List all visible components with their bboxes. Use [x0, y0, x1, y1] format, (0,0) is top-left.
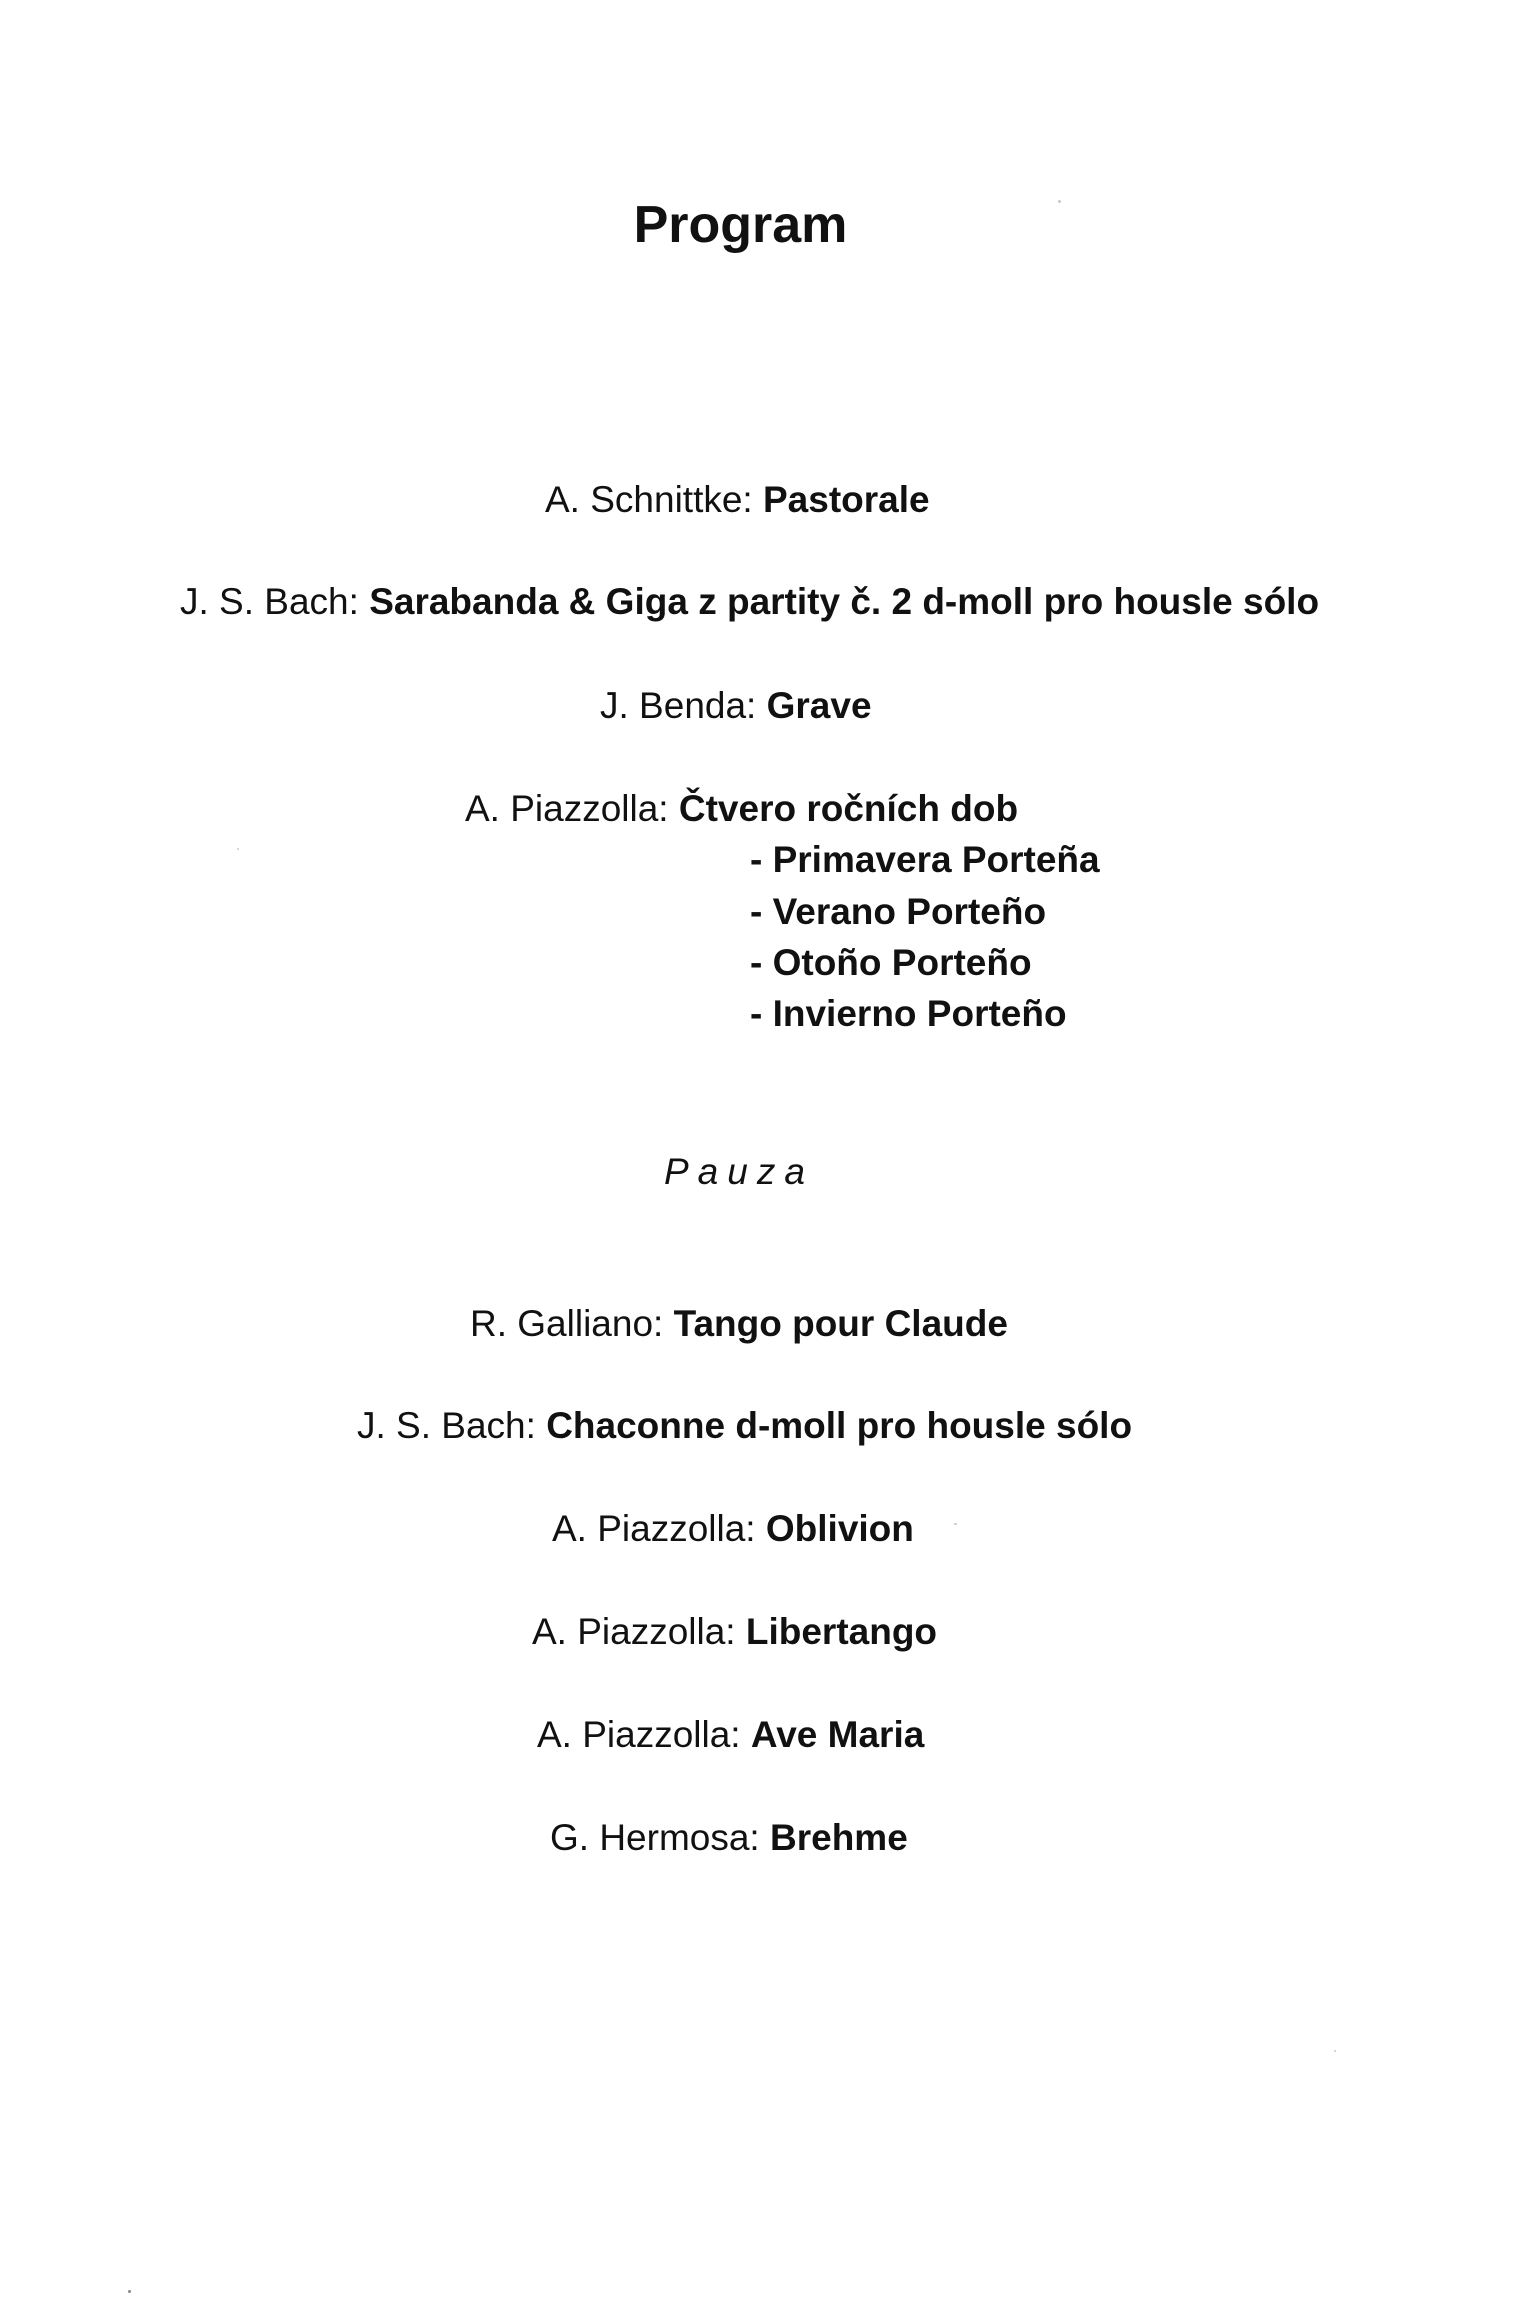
- work-title: Oblivion: [765, 1508, 914, 1549]
- program-item: [552, 1507, 914, 1551]
- work-title: Grave: [766, 685, 872, 726]
- composer-name: J. S. Bach:: [357, 1405, 536, 1446]
- page-title: Program: [633, 196, 848, 254]
- work-title: Tango pour Claude: [673, 1303, 1008, 1344]
- work-title: Čtvero ročních dob: [678, 788, 1019, 829]
- intermission-label: Pauza: [664, 1151, 814, 1192]
- composer-name: R. Galliano:: [470, 1303, 664, 1344]
- program-item: [600, 684, 872, 728]
- program-item: [470, 1302, 1008, 1346]
- composer-name: J. S. Bach:: [180, 581, 359, 622]
- scan-speck: [954, 1523, 957, 1525]
- movement-item: - Verano Porteño: [750, 891, 1047, 932]
- work-title: Brehme: [770, 1817, 908, 1858]
- composer-name: A. Piazzolla:: [537, 1714, 741, 1755]
- program-item: [550, 1816, 908, 1860]
- movement-item: - Otoño Porteño: [750, 942, 1032, 983]
- scan-speck: [128, 2290, 131, 2293]
- work-title: Pastorale: [763, 479, 930, 520]
- composer-name: A. Schnittke:: [545, 479, 753, 520]
- work-title: Ave Maria: [750, 1714, 925, 1755]
- composer-name: A. Piazzolla:: [552, 1508, 756, 1549]
- work-title: Sarabanda & Giga z partity č. 2 d-moll pro housle sólo: [369, 581, 1320, 622]
- composer-name: J. Benda:: [600, 685, 757, 726]
- program-item: [357, 1404, 1132, 1448]
- work-title: Chaconne d-moll pro housle sólo: [546, 1405, 1133, 1446]
- program-item: [537, 1713, 924, 1757]
- program-item: [532, 1610, 937, 1654]
- composer-name: A. Piazzolla:: [465, 788, 669, 829]
- movement-item: - Primavera Porteña: [750, 839, 1100, 880]
- movement-item: - Invierno Porteño: [750, 993, 1067, 1034]
- scan-speck: [237, 848, 239, 850]
- scan-speck: [1058, 200, 1061, 203]
- composer-name: G. Hermosa:: [550, 1817, 760, 1858]
- program-item: [180, 580, 1319, 624]
- program-item: [545, 478, 930, 522]
- scan-speck: [1334, 2050, 1336, 2052]
- composer-name: A. Piazzolla:: [532, 1611, 736, 1652]
- program-item: [465, 787, 1018, 831]
- work-title: Libertango: [745, 1611, 938, 1652]
